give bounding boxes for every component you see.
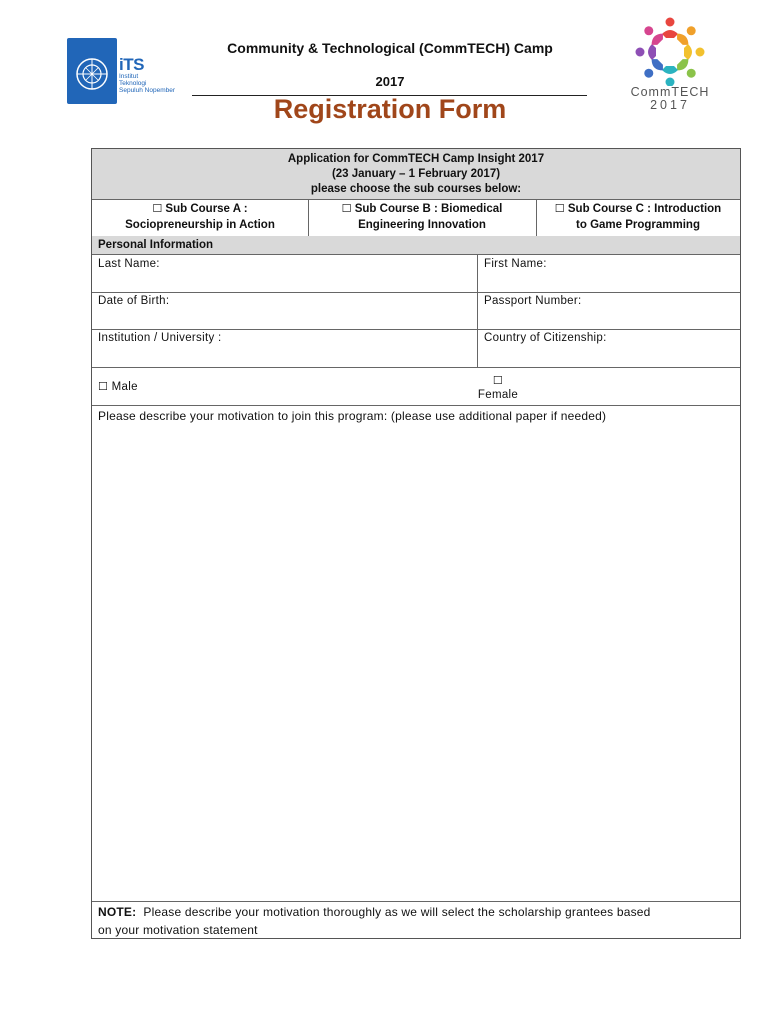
first-name-label: First Name:: [484, 258, 547, 270]
commtech-year: 2017: [650, 98, 690, 112]
female-label: Female: [477, 389, 519, 401]
row-divider: [92, 292, 740, 293]
col-divider: [477, 254, 478, 367]
passport-number-label: Passport Number:: [484, 295, 582, 307]
sub-course-a-checkbox[interactable]: ☐: [152, 202, 163, 215]
male-checkbox[interactable]: ☐: [98, 380, 109, 393]
row-divider: [92, 254, 740, 255]
note-text-line2: on your motivation statement: [98, 923, 258, 937]
note-label: NOTE:: [98, 905, 137, 919]
date-of-birth-label: Date of Birth:: [98, 295, 170, 307]
application-header: [92, 149, 740, 199]
date-of-birth-field[interactable]: [98, 294, 468, 324]
sub-course-c-label: Sub Course C : Introduction: [567, 203, 722, 215]
first-name-field[interactable]: [484, 257, 734, 287]
its-emblem-icon: [67, 38, 117, 104]
row-divider: [92, 405, 740, 406]
application-dates: (23 January – 1 February 2017): [331, 168, 501, 180]
note-box: [98, 903, 734, 939]
application-instruction: please choose the sub courses below:: [310, 183, 522, 195]
sub-course-b-option[interactable]: [308, 199, 536, 236]
its-line1: Institut: [119, 73, 139, 80]
sub-course-b-checkbox[interactable]: ☐: [341, 202, 352, 215]
institution-field[interactable]: [98, 331, 468, 361]
event-title: Community & Technological (CommTECH) Camp: [227, 40, 553, 56]
its-line2: Teknologi: [119, 80, 147, 87]
row-divider: [92, 367, 740, 368]
motivation-field[interactable]: [98, 407, 734, 897]
commtech-people-ring-icon: [620, 14, 720, 86]
sub-course-b-title: Engineering Innovation: [358, 219, 486, 231]
sub-course-c-checkbox[interactable]: ☐: [554, 202, 565, 215]
personal-info-heading: Personal Information: [92, 236, 740, 254]
sub-course-b-label: Sub Course B : Biomedical: [354, 203, 503, 215]
commtech-wordmark: [610, 86, 730, 112]
its-logo: [67, 38, 185, 104]
female-checkbox[interactable]: ☐: [492, 374, 504, 387]
male-option[interactable]: [98, 380, 298, 398]
sub-course-c-title: to Game Programming: [576, 219, 700, 231]
row-divider: [92, 901, 740, 902]
application-title: Application for CommTECH Camp Insight 2017: [287, 153, 545, 165]
commtech-name: CommTECH: [630, 85, 710, 99]
last-name-field[interactable]: [98, 257, 468, 287]
registration-form: [91, 148, 741, 939]
citizenship-label: Country of Citizenship:: [484, 332, 607, 344]
institution-label: Institution / University :: [98, 332, 222, 344]
citizenship-field[interactable]: [484, 331, 734, 361]
its-wordmark: [119, 56, 175, 94]
event-year: 2017: [375, 74, 405, 89]
last-name-label: Last Name:: [98, 258, 160, 270]
motivation-prompt: Please describe your motivation to join this program: (please use additional paper if needed): [98, 409, 607, 423]
sub-course-c-option[interactable]: [536, 199, 740, 236]
sub-course-a-label: Sub Course A :: [165, 203, 248, 215]
male-label: Male: [111, 381, 138, 393]
its-line3: Sepuluh Nopember: [119, 87, 176, 94]
note-text-line1: Please describe your motivation thoroughly as we will select the scholarship grantees based: [143, 905, 651, 919]
form-title: Registration Form: [273, 94, 507, 124]
sub-course-a-option[interactable]: [92, 199, 308, 236]
row-divider: [92, 329, 740, 330]
sub-course-a-title: Sociopreneurship in Action: [125, 219, 275, 231]
passport-number-field[interactable]: [484, 294, 734, 324]
its-abbr: iTS: [119, 55, 144, 74]
female-option[interactable]: [468, 373, 528, 405]
